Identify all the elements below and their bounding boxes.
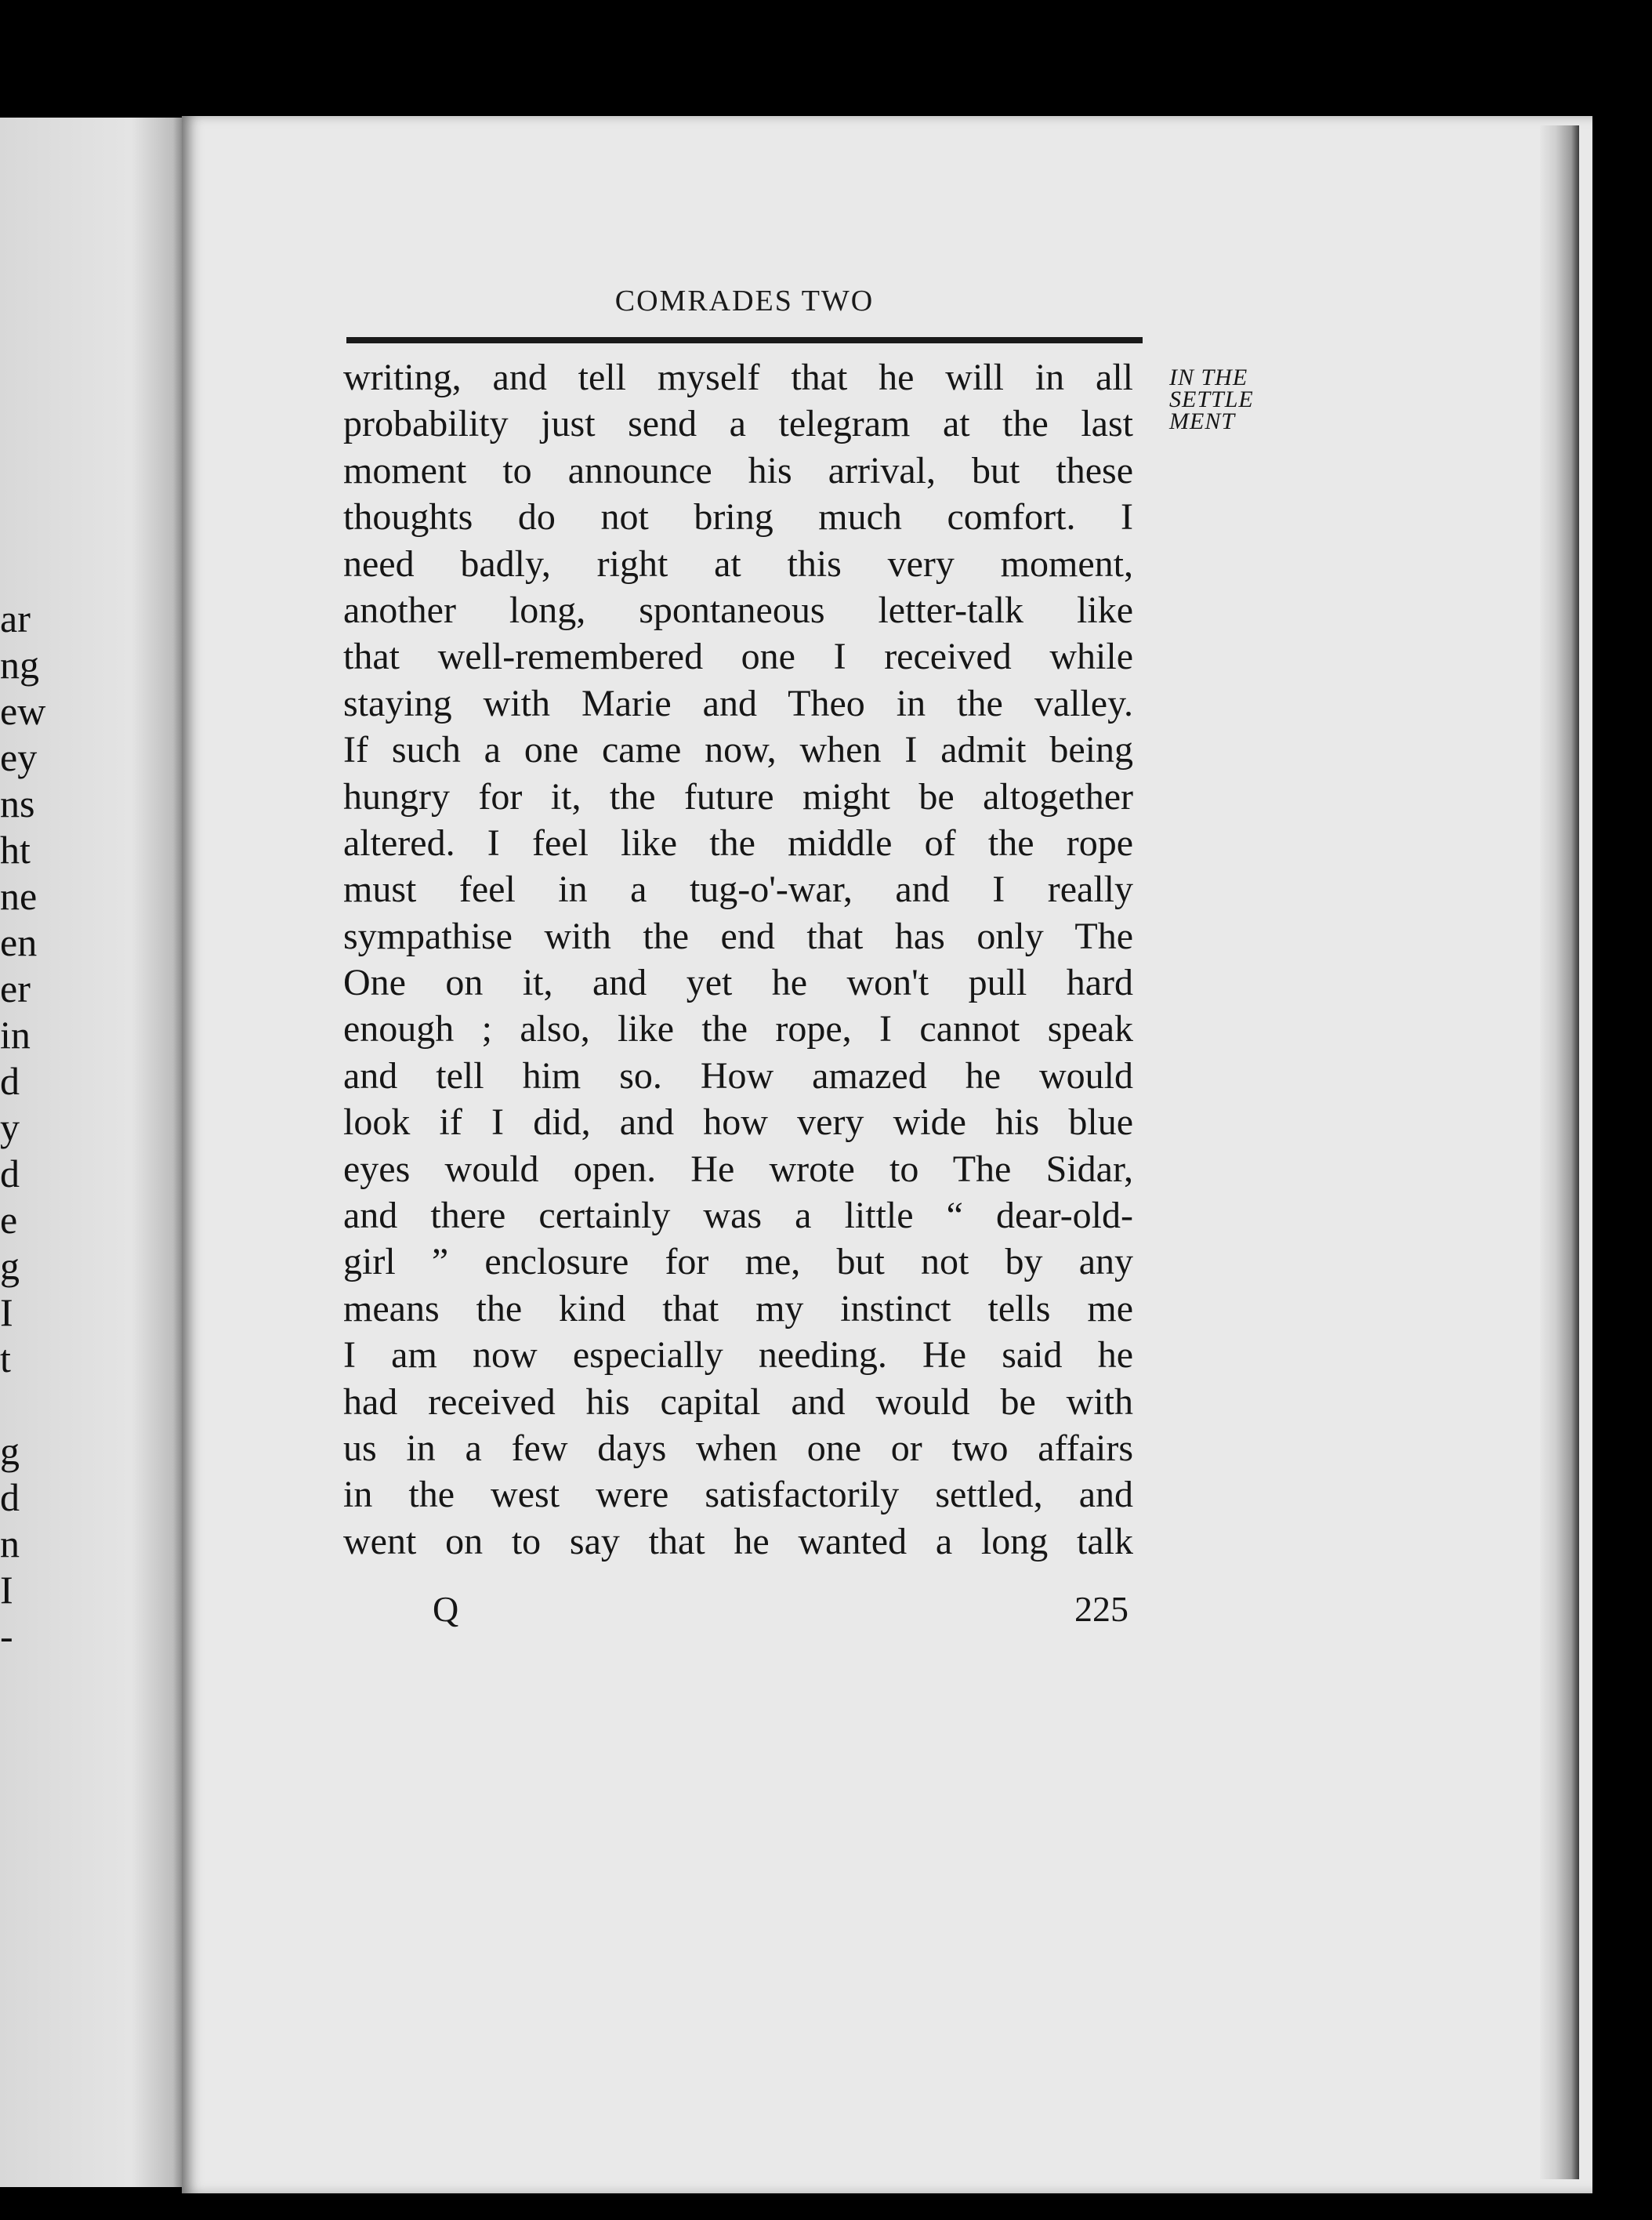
left-fragment: ns (0, 782, 35, 825)
left-fragment: ey (0, 735, 38, 779)
left-fragment: d (0, 1059, 20, 1103)
text-line: I am now especially needing. He said he (343, 1334, 1133, 1377)
page-number: 225 (1074, 1589, 1129, 1629)
text-line: altered. I feel like the middle of the rope (343, 822, 1133, 864)
left-fragment: ng (0, 643, 39, 687)
left-fragment: d (0, 1152, 20, 1195)
left-page-text-fragments (0, 596, 47, 1660)
left-page (0, 118, 188, 2187)
left-fragment: en (0, 920, 38, 964)
left-fragment: e (0, 1198, 18, 1242)
margin-sidenote (1169, 367, 1295, 433)
left-fragment: I (0, 1290, 13, 1334)
sidenote-line: IN THE (1169, 365, 1248, 390)
text-line: If such a one came now, when I admit being (343, 729, 1133, 771)
left-fragment: in (0, 1013, 31, 1057)
text-line: moment to announce his arrival, but these (343, 449, 1133, 492)
text-line: writing, and tell myself that he will in all (343, 357, 1133, 398)
left-fragment: g (0, 1429, 20, 1473)
left-fragment: g (0, 1244, 20, 1288)
left-fragment: d (0, 1475, 20, 1519)
sidenote-line: MENT (1169, 408, 1236, 434)
text-line: in the west were satisfactorily settled, and (343, 1474, 1133, 1516)
text-line: look if I did, and how very wide his blue (343, 1101, 1133, 1144)
left-fragment: er (0, 967, 31, 1010)
text-line: One on it, and yet he won't pull hard (343, 962, 1133, 1004)
left-fragment (0, 1382, 47, 1428)
text-line: hungry for it, the future might be altogether (343, 775, 1133, 818)
text-line: sympathise with the end that has only The (343, 915, 1133, 957)
left-fragment: ew (0, 689, 46, 733)
text-line: and tell him so. How amazed he would (343, 1054, 1133, 1097)
head-rule (346, 337, 1143, 343)
left-fragment: y (0, 1105, 20, 1149)
left-fragment: I (0, 1568, 13, 1612)
signature-mark: Q (433, 1589, 459, 1629)
left-fragment: n (0, 1522, 20, 1565)
left-fragment: ht (0, 828, 31, 872)
text-line: must feel in a tug-o'-war, and I really (343, 869, 1133, 911)
left-fragment: - (0, 1614, 13, 1658)
text-line: need badly, right at this very moment, (343, 542, 1133, 585)
text-line: went on to say that he wanted a long talk (343, 1520, 1133, 1562)
text-line: eyes would open. He wrote to The Sidar, (343, 1148, 1133, 1190)
text-line: thoughts do not bring much comfort. I (343, 496, 1133, 539)
text-line: means the kind that my instinct tells me (343, 1287, 1133, 1329)
text-line: enough ; also, like the rope, I cannot speak (343, 1008, 1133, 1050)
text-line: staying with Marie and Theo in the valley. (343, 682, 1133, 724)
running-head: COMRADES TWO (614, 285, 875, 317)
text-line: and there certainly was a little “ dear-old- (343, 1195, 1133, 1237)
text-line: another long, spontaneous letter-talk like (343, 589, 1133, 631)
left-fragment: ar (0, 597, 31, 640)
sidenote-line: SETTLE (1169, 386, 1254, 412)
left-fragment: ne (0, 874, 38, 918)
text-line: that well-remembered one I received while (343, 636, 1133, 678)
body-text (343, 354, 1133, 1565)
left-fragment: t (0, 1337, 11, 1380)
text-line: had received his capital and would be with (343, 1380, 1133, 1423)
text-line: girl ” enclosure for me, but not by any (343, 1241, 1133, 1283)
text-line: us in a few days when one or two affairs (343, 1427, 1133, 1469)
text-line: probability just send a telegram at the last (343, 403, 1133, 445)
page-edge (1540, 125, 1579, 2179)
